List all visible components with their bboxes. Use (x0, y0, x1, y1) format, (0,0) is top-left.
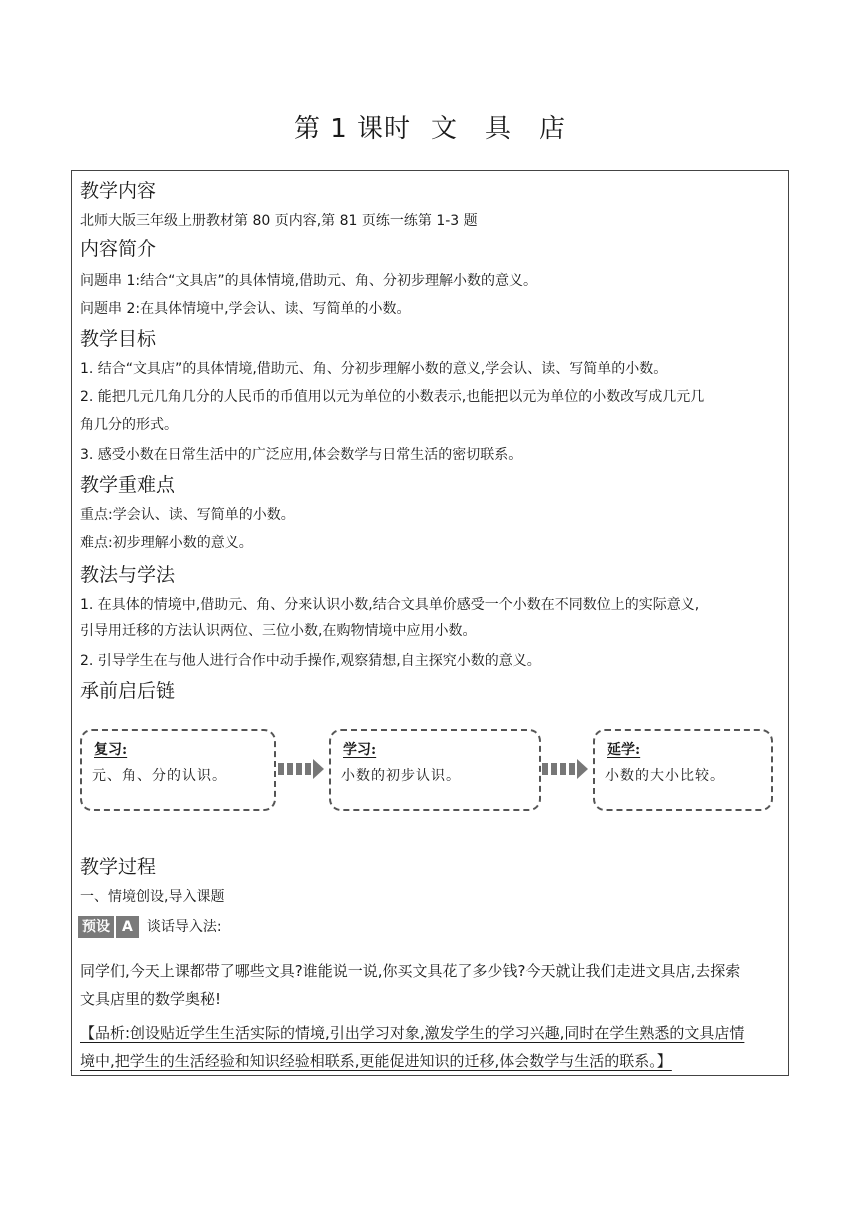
preset-badge (78, 916, 222, 938)
study-card (329, 729, 541, 811)
method-line: 2. 引导学生在与他人进行合作中动手操作,观察猜想,自主探究小数的意义。 (80, 653, 541, 669)
lesson-name: 文 具 店 (431, 114, 567, 144)
study-text: 小数的初步认识。 (341, 768, 461, 784)
goals-line: 3. 感受小数在日常生活中的广泛应用,体会数学与日常生活的密切联系。 (80, 447, 523, 463)
extend-card (593, 729, 773, 811)
goals-line: 1. 结合“文具店”的具体情境,借助元、角、分初步理解小数的意义,学会认、读、写简单的小数。 (80, 361, 668, 377)
goals-line: 角几分的形式。 (80, 417, 178, 433)
review-text: 元、角、分的认识。 (92, 768, 227, 784)
goals-line: 2. 能把几元几角几分的人民币的币值用以元为单位的小数表示,也能把以元为单位的小数改写成几元几 (80, 389, 705, 405)
content-heading: 教学内容 (80, 180, 157, 202)
dialog-line: 同学们,今天上课都带了哪些文具?谁能说一说,你买文具花了多少钱?今天就让我们走进文具店,去探索 (80, 962, 741, 980)
dialog-line: 文具店里的数学奥秘! (80, 990, 222, 1008)
analysis-line: 【品析:创设贴近学生生活实际的情境,引出学习对象,激发学生的学习兴趣,同时在学生熟悉的文具店情 (80, 1024, 745, 1042)
intro-line: 问题串 1:结合“文具店”的具体情境,借助元、角、分初步理解小数的意义。 (80, 273, 538, 289)
analysis-line: 境中,把学生的生活经验和知识经验相联系,更能促进知识的迁移,体会数学与生活的联系。】 (80, 1052, 672, 1070)
review-label: 复习: (94, 742, 128, 758)
lesson-plan-table (71, 170, 789, 1076)
intro-line: 问题串 2:在具体情境中,学会认、读、写简单的小数。 (80, 301, 411, 317)
flow-arrow-icon (542, 757, 590, 781)
flow-arrow-icon (278, 757, 326, 781)
process-subheading: 一、情境创设,导入课题 (80, 889, 225, 905)
key-heading: 教学重难点 (80, 474, 176, 496)
extend-label: 延学: (607, 742, 641, 758)
extend-text: 小数的大小比较。 (605, 768, 725, 784)
chain-heading: 承前启后链 (80, 680, 176, 702)
study-label: 学习: (343, 742, 377, 758)
preset-badge-label: 预设 (78, 916, 114, 938)
page-title (0, 108, 860, 145)
preset-method: 谈话导入法: (146, 919, 222, 935)
content-text: 北师大版三年级上册教材第 80 页内容,第 81 页练一练第 1-3 题 (80, 213, 478, 229)
process-heading: 教学过程 (80, 856, 157, 878)
key-line: 重点:学会认、读、写简单的小数。 (80, 507, 295, 523)
method-line: 引导用迁移的方法认识两位、三位小数,在购物情境中应用小数。 (80, 623, 477, 639)
preset-badge-letter: A (116, 916, 139, 938)
method-heading: 教法与学法 (80, 564, 176, 586)
goals-heading: 教学目标 (80, 328, 157, 350)
lesson-number: 第 1 课时 (293, 114, 412, 144)
review-card (80, 729, 276, 811)
method-line: 1. 在具体的情境中,借助元、角、分来认识小数,结合文具单价感受一个小数在不同数位上的实际意义, (80, 597, 700, 613)
intro-heading: 内容简介 (80, 238, 157, 260)
key-line: 难点:初步理解小数的意义。 (80, 535, 253, 551)
